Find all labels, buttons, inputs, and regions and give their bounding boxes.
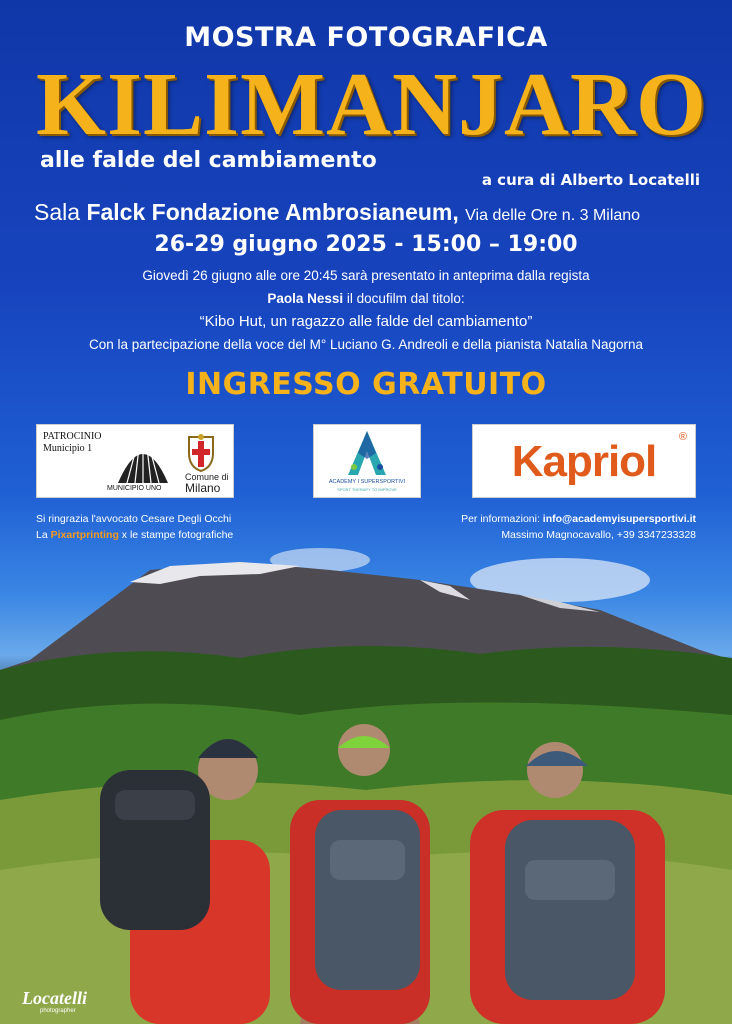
academy-a-icon xyxy=(344,429,390,477)
patrocinio-line2: Municipio 1 xyxy=(43,443,93,454)
director-line xyxy=(0,291,732,308)
venue-address: Via delle Ore n. 3 Milano xyxy=(465,207,641,224)
exhibition-subtitle: MOSTRA FOTOGRAFICA xyxy=(184,22,548,53)
free-admission: INGRESSO GRATUITO xyxy=(185,367,547,402)
thanks-line2-pre: La xyxy=(36,528,48,541)
kapriol-logo-box xyxy=(472,424,696,498)
comune-di: Comune di xyxy=(185,472,229,482)
preview-line: Giovedì 26 giugno alle ore 20:45 sarà presentato in anteprima dalla regista xyxy=(142,268,590,283)
patrocinio-line1: PATROCINIO xyxy=(43,431,102,442)
contacts-person: Massimo Magnocavallo, xyxy=(501,528,614,541)
photographer-signature: Locatelli xyxy=(22,988,87,1008)
dome-icon xyxy=(113,435,173,485)
contacts-label: Per informazioni: xyxy=(461,513,540,525)
academy-logo-box xyxy=(313,424,421,498)
venue-prefix: Sala xyxy=(34,199,81,225)
curator-credit: a cura di Alberto Locatelli xyxy=(481,171,700,189)
venue-name: Falck Fondazione Ambrosianeum, xyxy=(86,199,459,225)
participation-line: Con la partecipazione della voce del M° Luciano G. Andreoli e della pianista Natalia Nagorna xyxy=(89,337,643,352)
thanks-line2-post: x le stampe fotografiche xyxy=(121,528,234,541)
director-name: Paola Nessi xyxy=(267,291,344,306)
academy-tagline: SPORT THERAPY TO IMPROVE xyxy=(337,487,397,492)
venue-line xyxy=(34,199,640,226)
film-title: “Kibo Hut, un ragazzo alle falde del cambiamento” xyxy=(199,313,533,330)
comune-label xyxy=(185,473,229,494)
patrocinio-label xyxy=(43,431,102,455)
patrocinio-logo-box xyxy=(36,424,234,498)
event-dates: 26-29 giugno 2025 - 15:00 – 19:00 xyxy=(154,232,578,257)
municipio-uno-label: MUNICIPIO UNO xyxy=(107,485,162,492)
milan-crest-icon xyxy=(181,433,221,473)
contacts-phone[interactable]: +39 3347233328 xyxy=(616,528,696,541)
registered-mark: ® xyxy=(678,431,687,443)
exhibition-title: KILIMANJARO xyxy=(36,55,708,154)
kilimanjaro-landscape-photo xyxy=(0,540,732,1024)
comune-milano: Milano xyxy=(185,481,221,495)
director-line-rest: il docufilm dal titolo: xyxy=(346,291,465,306)
contacts-email[interactable]: info@academyisupersportivi.it xyxy=(542,513,696,525)
academy-name: ACADEMY I SUPERSPORTIVI xyxy=(328,479,406,485)
thanks-note xyxy=(36,512,233,544)
photographer-signature-sub: photographer xyxy=(40,1008,76,1014)
contacts-note xyxy=(461,512,696,544)
thanks-line1: Si ringrazia l'avvocato Cesare Degli Occhi xyxy=(36,513,232,525)
pixartprinting-logo: Pixartprinting xyxy=(50,528,119,541)
exhibition-tagline: alle falde del cambiamento xyxy=(40,148,377,173)
contacts-email-line xyxy=(461,512,696,528)
kapriol-logo: Kapriol xyxy=(511,437,657,486)
